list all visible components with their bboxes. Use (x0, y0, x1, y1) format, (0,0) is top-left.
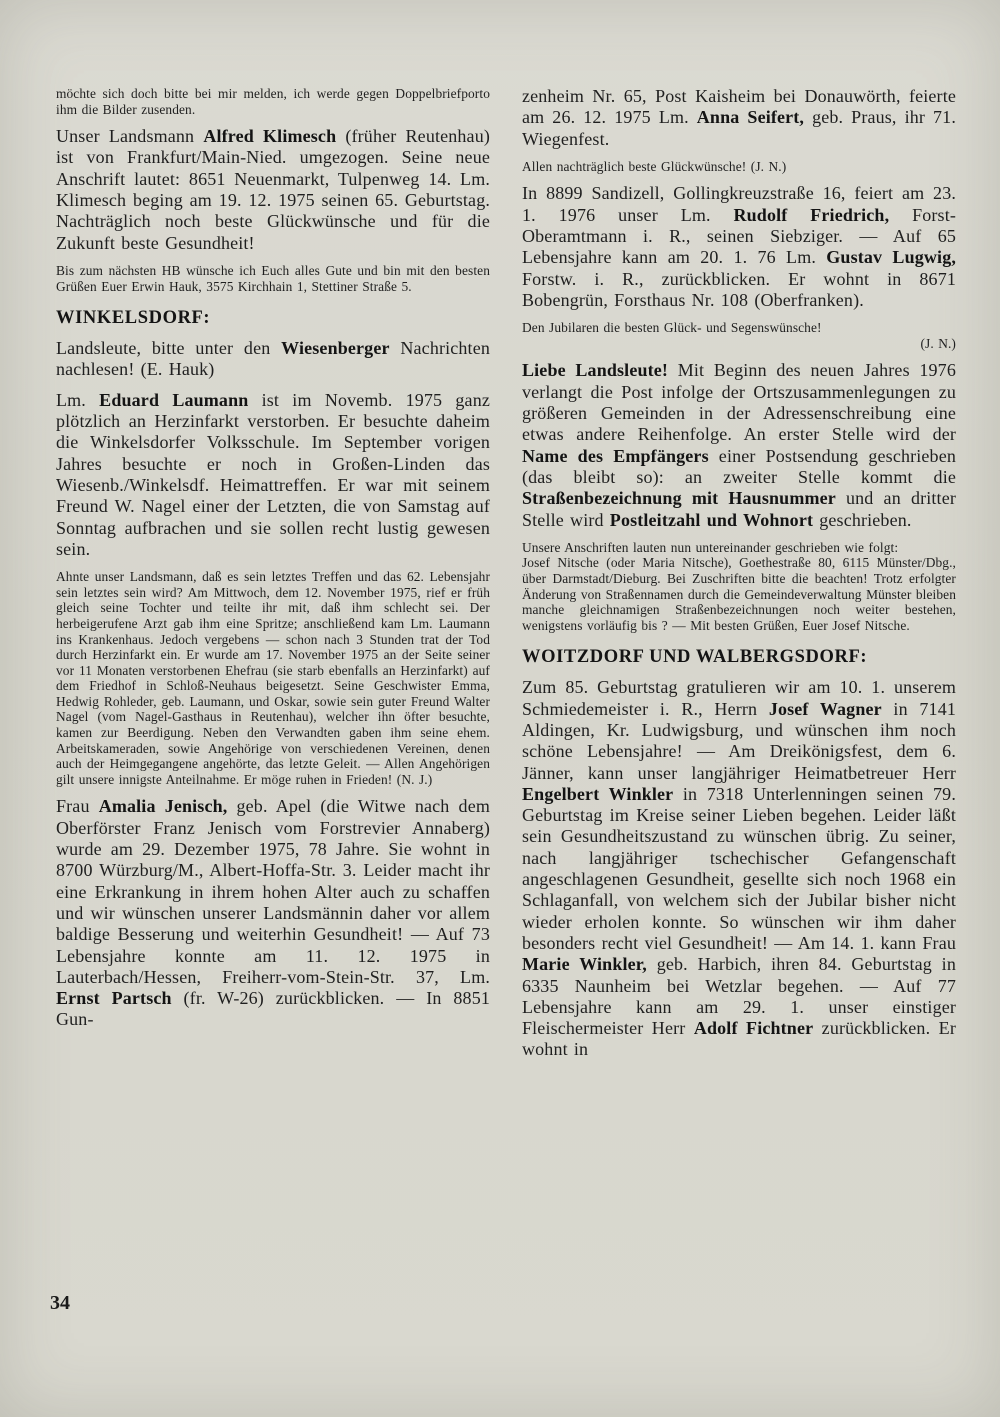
emphasized-text: Rudolf Friedrich, (733, 204, 890, 225)
emphasized-text: Eduard Laumann (99, 389, 249, 410)
text-segment: Nachrichten nachlesen! (E. Hauk) (56, 338, 490, 380)
emphasized-text: Liebe Landsleute! (522, 360, 669, 381)
paragraph-liebe-landsleute-postal-notice (522, 360, 956, 530)
emphasized-text: Ernst Partsch (56, 988, 172, 1009)
text-segment: zenheim Nr. 65, Post Kaisheim bei Donauwörth, feierte am 26. 12. 1975 Lm. (522, 86, 956, 128)
text-segment: und an dritter Stelle wird (522, 488, 956, 530)
emphasized-text: Josef Wagner (768, 698, 882, 719)
emphasized-text: Gustav Lugwig, (826, 247, 956, 268)
section-heading-winkelsdorf: WINKELSDORF: (56, 308, 211, 329)
text-segment: zurückblicken. Er wohnt in (522, 1018, 956, 1060)
left-column (56, 86, 490, 1070)
paragraph-winkelsdorf-note (56, 338, 490, 381)
text-segment: Zum 85. Geburtstag gratulieren wir am 10. 1. unserem Schmiedemeister i. R., Herrn (522, 677, 956, 719)
text-segment: geb. Apel (die Witwe nach dem Oberförster Franz Jenisch vom Forstrevier Annaberg) wurde am 29. Dezember 1975, 78 Jahre. Sie wohnt in 8700 Würzburg/M., Albert-Hoffa-Str. 3. Leider macht ihr eine Erkrankung in ihrem hohen Alter auch zu schaffen und wir wünschen unserer Landsmännin daher vor allem baldige Besserung und weiterhin Gesundheit! — Auf 73 Lebensjahre konnte am 11. 12. 1975 in Lauterbach/Hessen, Freiherr-vom-Stein-Str. 37, Lm. (56, 796, 490, 987)
emphasized-text: Marie Winkler, (522, 954, 647, 975)
right-column (522, 86, 956, 1070)
paragraph-klimesch-birthday (56, 126, 490, 254)
paragraph-friedrich-lugwig-jubilees (522, 183, 956, 311)
paragraph-reply-note (56, 86, 490, 117)
paragraph-anschriften-detail: Josef Nitsche (oder Maria Nitsche), Goethestraße 80, 6115 Münster/Dbg., über Darmstadt/Dieburg. Bei Zuschriften bitte die beachten! Trotz erfolgter Änderung von Straßennamen durch die Gemeindeverwaltung Münster bleiben manche gleichnamigen Straßenbezeichnungen noch weiter bestehen, wenigstens vorläufig bis ? — Mit besten Grüßen, Euer Josef Nitsche. (522, 555, 956, 633)
text-segment: geschrieben. (813, 509, 912, 530)
paragraph-anschriften-intro: Unsere Anschriften lauten nun untereinander geschrieben wie folgt: (522, 539, 899, 555)
text-segment: Mit Beginn des neuen Jahres 1976 verlangt die Post infolge der Ortszusammenlegungen zu größeren Gemeinden in der Adressenschreibung eine etwas andere Reihenfolge. An erster Stelle wird der (522, 360, 956, 445)
paragraph-hauk-closing (56, 263, 490, 294)
paragraph-jubilare-note: Den Jubilaren die besten Glück- und Segenswünsche! (522, 320, 822, 336)
paragraph-laumann-death (56, 390, 490, 560)
emphasized-text: Wiesenberger (281, 338, 390, 359)
text-segment: Frau (56, 796, 99, 817)
text-segment: möchte sich doch bitte bei mir melden, ich werde gegen Doppelbriefporto ihm die Bilder zusenden. (56, 86, 490, 117)
emphasized-text: Alfred Klimesch (203, 126, 337, 147)
text-segment: geb. Praus, ihr 71. Wiegenfest. (522, 107, 956, 149)
text-segment: Forstw. i. R., zurückblicken. Er wohnt in 8671 Bobengrün, Forsthaus Nr. 108 (Oberfranken). (522, 268, 956, 310)
paragraph-laumann-obituary (56, 569, 490, 787)
emphasized-text: Name des Empfängers (522, 445, 709, 466)
text-segment: in 7141 Aldingen, Kr. Ludwigsburg, und wünschen ihm noch schöne Lebensjahre! — Am Dreikönigsfest, dem 6. Jänner, kann unser langjähriger Heimatbetreuer Herr (522, 698, 956, 783)
emphasized-text: Amalia Jenisch, (98, 796, 228, 817)
text-segment: Lm. (56, 389, 100, 410)
text-segment: geb. Harbich, ihren 84. Geburtstag in 6335 Naunheim bei Wetzlar begehen. — Auf 77 Lebensjahre kann am 29. 1. unser einstiger Fleischermeister Herr (522, 954, 956, 1039)
emphasized-text: Straßenbezeichnung mit Hausnummer (522, 488, 836, 509)
emphasized-text: Adolf Fichtner (693, 1018, 814, 1039)
text-segment: Unser Landsmann (56, 126, 204, 147)
text-segment: (früher Reutenhau) ist von Frankfurt/Main-Nied. umgezogen. Seine neue Anschrift lautet: 8651 Neuenmarkt, Tulpenweg 14. Lm. Klimesch beging am 19. 12. 1975 seinen 65. Geburtstag. Nachträglich noch beste Glückwünsche und für die Zukunft beste Gesundheit! (56, 126, 490, 253)
text-segment: Ahnte unser Landsmann, daß es sein letztes Treffen und das 62. Lebensjahr sein letztes sein wird? Am Mittwoch, dem 12. November 1975, rief er früh gleich seine Tochter und teilte ihr mit, daß ihm schlecht sei. Der herbeigerufene Arzt gab ihm eine Spritze; anschließend kam Lm. Laumann ins Krankenhaus. Jedoch vergebens — schon nach 3 Stunden trat der Tod durch Herzinfarkt ein. Er wurde am 17. November 1975 an der Seite seiner vor 11 Monaten verstorbenen Ehefrau (sie starb ebenfalls an Herzinfarkt) auf dem Friedhof in Schloß-Neuhaus beigesetzt. Seine Geschwister Emma, Hedwig Rohleder, geb. Laumann, und Oskar, sowie sein guter Freund Walter Nagel (vom Nagel-Gasthaus in Reutenhau), welcher ihn öfter besuchte, kamen zur Beerdigung. Neben den Verwandten gaben ihm seine ehem. Arbeitskameraden, sowie Angehörige von verschiedenen Vereinen, denen auch der Heimgegangene angehörte, das letzte Geleit. — Allen Angehörigen gilt unsere innigste Anteilnahme. Er möge ruhen in Frieden! (N. J.) (56, 569, 490, 787)
paragraph-jenisch-birthday (56, 796, 490, 1030)
section-heading-woitzdorf-walbergsdorf: WOITZDORF UND WALBERGSDORF: (522, 647, 868, 668)
emphasized-text: Postleitzahl und Wohnort (609, 509, 814, 530)
paragraph-seifert-note: Allen nachträglich beste Glückwünsche! (J. N.) (522, 158, 787, 174)
emphasized-text: Anna Seifert, (696, 107, 805, 128)
page-number: 34 (50, 1292, 70, 1314)
paragraph-seifert-birthday (522, 86, 956, 150)
text-segment: ist im Novemb. 1975 ganz plötzlich an Herzinfarkt verstorben. Er besuchte daheim die Winkelsdorfer Volksschule. Im September vorigen Jahres besuchte er noch in Großen-Linden das Wiesenb./Winkelsdf. Heimattreffen. Er war mit seinem Freund W. Nagel einer der Letzten, die von Samstag auf Sonntag aufbrachen und sie sollen recht lustig gewesen sein. (56, 389, 490, 559)
text-segment: in 7318 Unterlenningen seinen 79. Geburtstag im Kreise seiner Lieben begehen. Leider läßt sein Gesundheitszustand zu wünschen übrig. Zu seiner, nach langjähriger tschechischer Gefangenschaft angeschlagenen Gesundheit, gesellte sich noch 1968 ein Schlaganfall, von welchem sich der Jubilar bisher nicht wieder erholen konnte. So wünschen wir ihm daher besonders recht viel Gesundheit! — Am 14. 1. kann Frau (522, 783, 956, 953)
text-segment: In 8899 Sandizell, Gollingkreuzstraße 16, feiert am 23. 1. 1976 unser Lm. (522, 183, 956, 225)
paragraph-woitzdorf-news (522, 677, 956, 1060)
signature-jn: (J. N.) (920, 335, 956, 351)
emphasized-text: Engelbert Winkler (522, 783, 674, 804)
text-segment: Forst-Oberamtmann i. R., seinen Siebziger. — Auf 65 Lebensjahre kann am 20. 1. 76 Lm. (522, 204, 957, 268)
text-segment: (fr. W-26) zurückblicken. — In 8851 Gun- (56, 988, 490, 1030)
text-segment: Landsleute, bitte unter den (56, 338, 282, 359)
text-segment: einer Postsendung geschrieben (das bleibt so): an zweiter Stelle kommt die (522, 445, 956, 487)
text-segment: Bis zum nächsten HB wünsche ich Euch alles Gute und bin mit den besten Grüßen Euer Erwin Hauk, 3575 Kirchhain 1, Stettiner Straße 5. (56, 262, 490, 294)
